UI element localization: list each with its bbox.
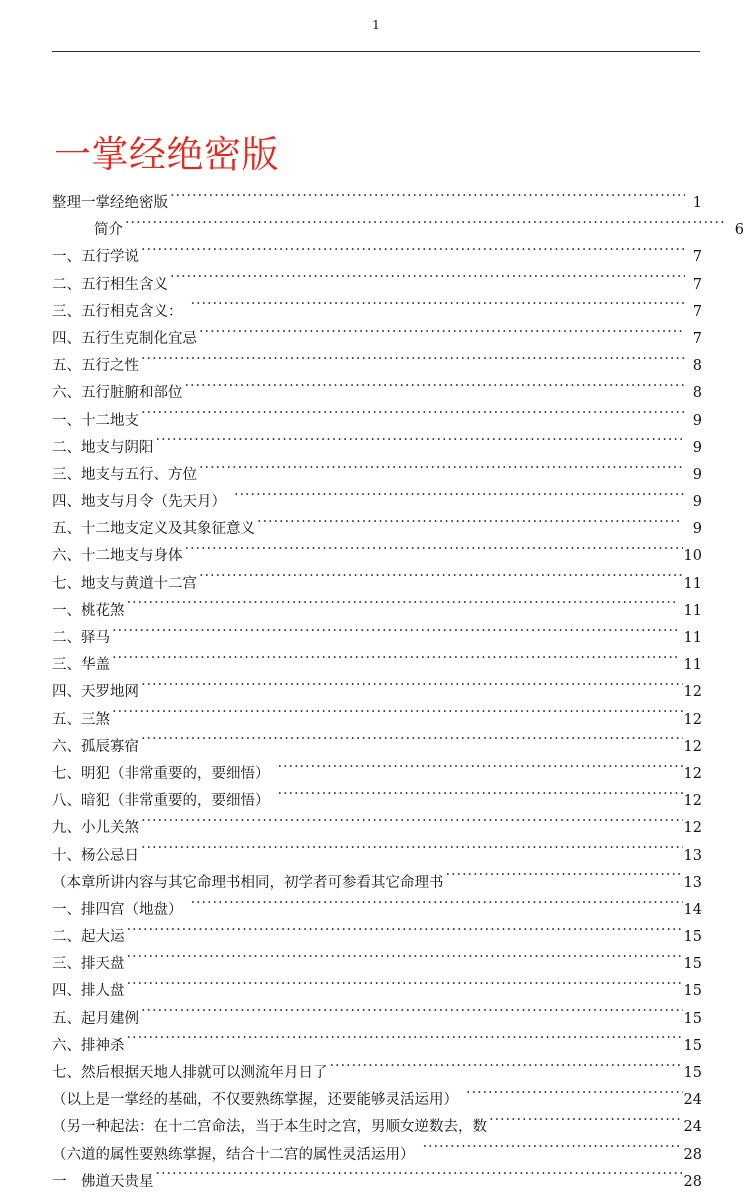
toc-entry[interactable] xyxy=(52,462,702,489)
toc-entry[interactable] xyxy=(52,244,702,271)
toc-entry-page-number: 1 xyxy=(692,195,702,211)
toc-entry-label: 五、起月建例 xyxy=(52,1010,139,1027)
toc-entry-label: 二、地支与阴阳 xyxy=(52,439,154,456)
toc-dot-leader xyxy=(199,328,685,343)
toc-entry-page-number: 11 xyxy=(683,657,702,674)
toc-dot-leader xyxy=(466,1090,683,1105)
toc-entry-label: （本章所讲内容与其它命理书相同，初学者可参看其它命理书 xyxy=(52,874,444,891)
toc-entry-page-number: 15 xyxy=(683,956,702,973)
toc-entry-page-number: 12 xyxy=(683,711,702,728)
toc-dot-leader xyxy=(125,220,727,235)
toc-entry-page-number: 15 xyxy=(683,1037,702,1054)
toc-entry-label: 八、暗犯（非常重要的，要细悟） xyxy=(52,793,270,810)
toc-entry-label: 三、排天盘 xyxy=(52,956,125,973)
toc-dot-leader xyxy=(127,927,683,942)
toc-entry-page-number: 12 xyxy=(683,684,702,701)
toc-entry-label: 四、天罗地网 xyxy=(52,684,139,701)
toc-entry[interactable] xyxy=(52,217,744,244)
toc-dot-leader xyxy=(170,193,685,208)
toc-entry[interactable] xyxy=(52,380,702,407)
toc-entry-label: 一、十二地支 xyxy=(52,412,139,429)
toc-entry-page-number: 8 xyxy=(692,358,702,375)
page-title: 一掌经绝密版 xyxy=(54,132,279,176)
toc-entry-page-number: 11 xyxy=(683,575,702,592)
toc-dot-leader xyxy=(234,492,685,507)
toc-entry-page-number: 6 xyxy=(734,222,744,239)
toc-entry[interactable] xyxy=(52,924,702,951)
toc-dot-leader xyxy=(141,682,683,697)
toc-entry-label: 四、地支与月令（先天月） xyxy=(52,494,226,511)
toc-entry-label: 三、五行相克含义： xyxy=(52,303,183,320)
toc-dot-leader xyxy=(185,546,683,561)
toc-entry-page-number: 7 xyxy=(692,303,702,320)
toc-dot-leader xyxy=(141,410,685,425)
toc-entry-page-number: 12 xyxy=(683,738,702,755)
toc-dot-leader xyxy=(141,845,683,860)
toc-dot-leader xyxy=(141,247,685,262)
toc-entry-page-number: 7 xyxy=(692,276,702,293)
toc-entry[interactable] xyxy=(52,1114,702,1141)
toc-entry-label: （另一种起法：在十二宫命法，当于本生时之宫，男顺女逆数去，数 xyxy=(52,1119,487,1136)
toc-entry-label: 六、十二地支与身体 xyxy=(52,548,183,565)
toc-entry-label: 三、华盖 xyxy=(52,657,110,674)
toc-entry-page-number: 9 xyxy=(692,412,702,429)
toc-dot-leader xyxy=(199,464,685,479)
toc-entry-label: 三、地支与五行、方位 xyxy=(52,466,197,483)
toc-entry-label: 四、五行生克制化宜忌 xyxy=(52,330,197,347)
toc-entry[interactable] xyxy=(52,408,702,435)
toc-entry[interactable] xyxy=(52,897,702,924)
toc-entry-label: 一 佛道天贵星 xyxy=(52,1173,154,1190)
toc-entry[interactable] xyxy=(52,951,702,978)
toc-entry-page-number: 24 xyxy=(683,1119,702,1136)
toc-entry-label: 五、五行之性 xyxy=(52,358,139,375)
toc-entry-page-number: 28 xyxy=(683,1146,702,1163)
toc-entry-page-number: 28 xyxy=(683,1173,702,1190)
toc-entry-label: 六、孤辰寡宿 xyxy=(52,738,139,755)
toc-entry[interactable] xyxy=(52,1142,702,1169)
toc-entry[interactable] xyxy=(52,190,702,217)
toc-dot-leader xyxy=(191,301,686,316)
toc-entry-label: 六、五行脏腑和部位 xyxy=(52,385,183,402)
toc-entry[interactable] xyxy=(52,435,702,462)
header-page-number: 1 xyxy=(372,17,380,32)
toc-entry-page-number: 9 xyxy=(692,439,702,456)
toc-entry[interactable] xyxy=(52,543,702,570)
toc-entry-label: 整理一掌经绝密版 xyxy=(52,195,168,211)
toc-entry-page-number: 12 xyxy=(683,820,702,837)
toc-entry-label: 简介 xyxy=(94,222,123,239)
toc-entry-label: 一、排四宫（地盘） xyxy=(52,901,183,918)
toc-dot-leader xyxy=(127,600,678,615)
toc-entry-page-number: 13 xyxy=(683,874,702,891)
page-header xyxy=(52,18,700,54)
toc-dot-leader xyxy=(257,519,680,534)
toc-entry[interactable] xyxy=(52,978,702,1005)
toc-entry[interactable] xyxy=(52,679,702,706)
toc-entry[interactable] xyxy=(52,1006,702,1033)
toc-entry-page-number: 10 xyxy=(683,548,702,565)
toc-dot-leader xyxy=(141,736,683,751)
toc-entry[interactable] xyxy=(52,598,702,625)
toc-entry[interactable] xyxy=(52,571,702,598)
toc-entry-label: 一、五行学说 xyxy=(52,249,139,266)
toc-entry[interactable] xyxy=(52,489,702,516)
toc-entry-label: 六、排神杀 xyxy=(52,1037,125,1054)
toc-entry-label: 二、五行相生含义 xyxy=(52,276,168,293)
toc-entry[interactable] xyxy=(52,652,702,679)
toc-dot-leader xyxy=(141,818,683,833)
toc-entry-label: （六道的属性要熟练掌握，结合十二宫的属性灵活运用） xyxy=(52,1146,415,1163)
toc-entry[interactable] xyxy=(52,843,702,870)
toc-entry-page-number: 15 xyxy=(683,1065,702,1081)
toc-entry[interactable] xyxy=(52,625,702,652)
toc-dot-leader xyxy=(141,356,685,371)
toc-entry[interactable] xyxy=(52,1060,702,1087)
toc-dot-leader xyxy=(185,383,686,398)
toc-entry[interactable] xyxy=(52,1169,702,1196)
toc-dot-leader xyxy=(141,1008,683,1023)
toc-entry[interactable] xyxy=(52,707,702,734)
toc-dot-leader xyxy=(423,1144,683,1159)
toc-dot-leader xyxy=(112,709,683,724)
toc-dot-leader xyxy=(156,437,686,452)
toc-entry-label: 二、驿马 xyxy=(52,630,110,646)
toc-entry-label: 九、小儿关煞 xyxy=(52,820,139,837)
toc-entry-label: 五、十二地支定义及其象征意义 xyxy=(52,521,255,538)
toc-entry-page-number: 7 xyxy=(692,330,702,347)
toc-dot-leader xyxy=(156,1171,683,1186)
toc-entry-page-number: 13 xyxy=(683,847,702,864)
toc-entry-page-number: 15 xyxy=(683,983,702,1000)
toc-dot-leader xyxy=(199,573,683,588)
toc-entry-label: 十、杨公忌日 xyxy=(52,847,139,864)
toc-entry[interactable] xyxy=(52,761,702,788)
toc-entry-label: 一、桃花煞 xyxy=(52,602,125,619)
toc-entry[interactable] xyxy=(52,734,702,761)
toc-entry-page-number: 11 xyxy=(683,602,702,619)
toc-dot-leader xyxy=(127,954,683,969)
toc-dot-leader xyxy=(278,763,683,778)
toc-entry[interactable] xyxy=(52,1087,702,1114)
toc-entry-label: 七、然后根据天地人排就可以测流年月日了 xyxy=(52,1065,328,1081)
toc-entry-page-number: 12 xyxy=(683,793,702,810)
toc-entry-page-number: 9 xyxy=(692,521,702,538)
toc-entry-page-number: 9 xyxy=(692,494,702,511)
toc-entry-label: 二、起大运 xyxy=(52,929,125,946)
toc-entry-page-number: 24 xyxy=(683,1092,702,1109)
toc-entry-page-number: 8 xyxy=(692,385,702,402)
toc-entry[interactable] xyxy=(52,272,702,299)
header-divider xyxy=(52,51,700,52)
toc-entry-label: 四、排人盘 xyxy=(52,983,125,1000)
toc-entry-page-number: 15 xyxy=(683,929,702,946)
toc-entry[interactable] xyxy=(52,516,702,543)
toc-entry-page-number: 11 xyxy=(683,630,702,646)
toc-entry-page-number: 14 xyxy=(683,901,702,918)
toc-entry-page-number: 7 xyxy=(692,249,702,266)
toc-entry[interactable] xyxy=(52,788,702,815)
toc-entry-page-number: 15 xyxy=(683,1010,702,1027)
table-of-contents xyxy=(52,190,744,1196)
toc-entry[interactable] xyxy=(52,326,702,353)
toc-dot-leader xyxy=(112,655,678,670)
toc-dot-leader xyxy=(446,872,683,887)
toc-dot-leader xyxy=(330,1063,683,1078)
toc-entry[interactable] xyxy=(52,299,702,326)
toc-dot-leader xyxy=(489,1117,683,1132)
toc-entry[interactable] xyxy=(52,870,702,897)
toc-entry[interactable] xyxy=(52,353,702,380)
toc-entry-label: （以上是一掌经的基础，不仅要熟练掌握，还要能够灵活运用） xyxy=(52,1092,458,1109)
toc-entry[interactable] xyxy=(52,815,702,842)
toc-entry[interactable] xyxy=(52,1033,702,1060)
toc-entry-label: 五、三煞 xyxy=(52,711,110,728)
toc-dot-leader xyxy=(112,628,678,643)
toc-entry-page-number: 12 xyxy=(683,765,702,782)
toc-dot-leader xyxy=(278,791,683,806)
toc-dot-leader xyxy=(127,1035,683,1050)
toc-entry-label: 七、明犯（非常重要的，要细悟） xyxy=(52,765,270,782)
toc-dot-leader xyxy=(191,899,683,914)
toc-dot-leader xyxy=(127,981,683,996)
toc-entry-label: 七、地支与黄道十二宫 xyxy=(52,575,197,592)
toc-dot-leader xyxy=(170,274,685,289)
toc-entry-page-number: 9 xyxy=(692,466,702,483)
